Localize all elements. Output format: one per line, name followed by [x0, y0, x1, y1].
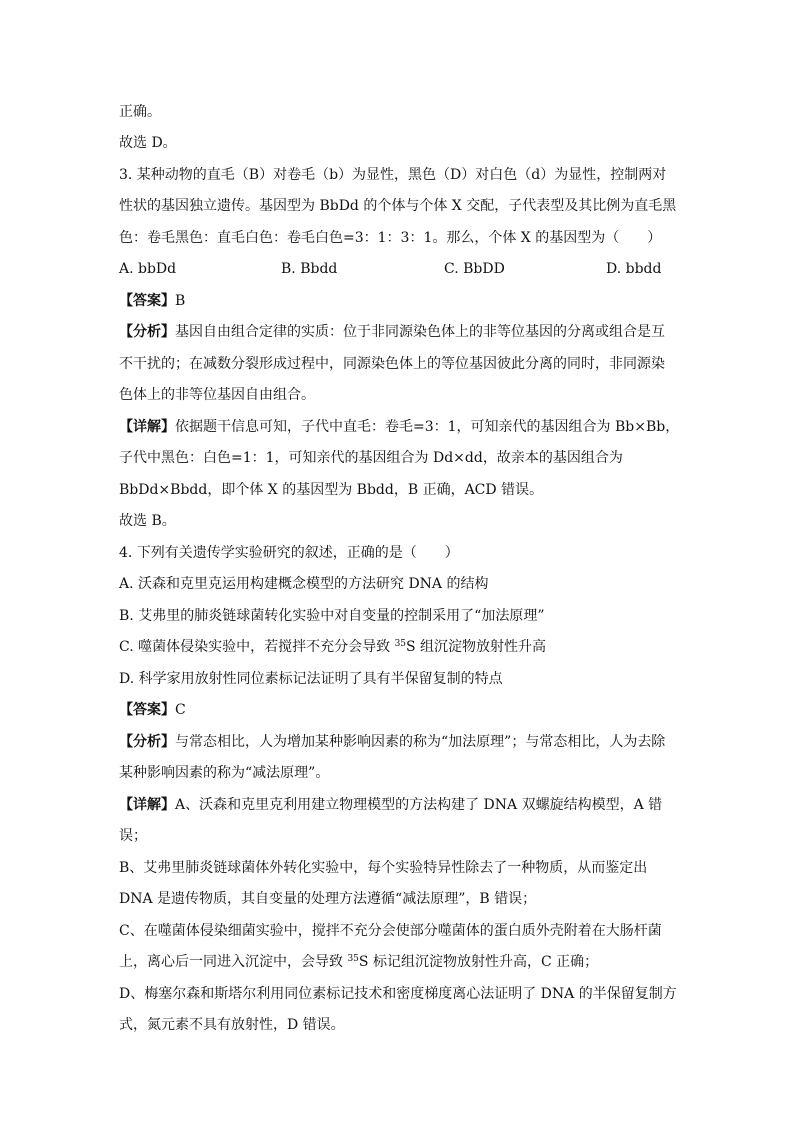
explanation-text: 误； — [119, 828, 147, 844]
explanation-text: 依据题干信息可知，子代中直毛：卷毛=3：1，可知亲代的基因组合为 Bb×Bb， — [175, 419, 680, 435]
explanation-text: 式，氮元素不具有放射性，D 错误。 — [119, 1017, 345, 1033]
explanation-text: BbDd×Bbdd，即个体 X 的基因型为 Bbdd，B 正确，ACD 错误。 — [119, 482, 544, 498]
explanation-text: 子代中黑色：白色=1：1，可知亲代的基因组合为 Dd×dd，故亲本的基因组合为 — [119, 450, 623, 466]
answer-line — [119, 701, 186, 719]
question-3-stem: 色：卷毛黑色：直毛白色：卷毛白色=3：1：3：1。那么，个体 X 的基因型为（ ） — [119, 230, 662, 246]
text-line: 故选 B。 — [119, 513, 176, 529]
analysis-text: 色体上的非等位基因自由组合。 — [119, 387, 315, 403]
option-a: A. bbDd — [119, 261, 177, 277]
analysis-tag: 【分析】 — [119, 734, 175, 750]
answer-value: B — [175, 293, 186, 309]
explanation-line — [119, 796, 662, 814]
text-line: 正确。 — [119, 104, 161, 120]
explanation-text — [119, 953, 598, 971]
explanation-tag: 【详解】 — [119, 797, 175, 813]
option-c — [119, 638, 546, 656]
text-line: 故选 D。 — [119, 135, 177, 151]
option-b: B. 艾弗里的肺炎链球菌转化实验中对自变量的控制采用了“加法原理” — [119, 608, 545, 624]
superscript: 35 — [347, 954, 359, 964]
analysis-line — [119, 323, 665, 341]
question-3-stem: 3. 某种动物的直毛（B）对卷毛（b）为显性，黑色（D）对白色（d）为显性，控制两对 — [119, 167, 667, 183]
analysis-line — [119, 733, 665, 751]
analysis-text: 不干扰的；在减数分裂形成过程中，同源染色体上的等位基因彼此分离的同时，非同源染 — [119, 356, 665, 372]
option-d: D. bbdd — [606, 261, 662, 277]
explanation-tag: 【详解】 — [119, 419, 175, 435]
explanation-text: A、沃森和克里克利用建立物理模型的方法构建了 DNA 双螺旋结构模型，A 错 — [175, 797, 663, 813]
superscript: 35 — [394, 639, 407, 649]
option-c: C. BbDD — [444, 261, 505, 277]
answer-value: C — [175, 702, 186, 718]
analysis-tag: 【分析】 — [119, 324, 175, 340]
explanation-text: D、梅塞尔森和斯塔尔利用同位素标记技术和密度梯度离心法证明了 DNA 的半保留复制方 — [119, 986, 677, 1002]
analysis-text: 与常态相比，人为增加某种影响因素的称为“加法原理”；与常态相比，人为去除 — [175, 734, 666, 750]
explanation-text: DNA 是遗传物质，其自变量的处理方法遵循“减法原理”，B 错误； — [119, 891, 537, 907]
option-a: A. 沃森和克里克运用构建概念模型的方法研究 DNA 的结构 — [119, 576, 489, 592]
explanation-line — [119, 418, 679, 436]
explanation-text: C、在噬菌体侵染细菌实验中，搅拌不充分会使部分噬菌体的蛋白质外壳附着在大肠杆菌 — [119, 923, 662, 939]
option-c-text: S 组沉淀物放射性升高 — [406, 639, 547, 655]
question-3-stem: 性状的基因独立遗传。基因型为 BbDd 的个体与个体 X 交配，子代表型及其比例为直毛黑 — [119, 198, 677, 214]
explanation-text: B、艾弗里肺炎链球菌体外转化实验中，每个实验特异性除去了一种物质，从而鉴定出 — [119, 860, 648, 876]
option-d: D. 科学家用放射性同位素标记法证明了具有半保留复制的特点 — [119, 671, 503, 687]
analysis-text: 某种影响因素的称为“减法原理”。 — [119, 765, 330, 781]
analysis-text: 基因自由组合定律的实质：位于非同源染色体上的非等位基因的分离或组合是互 — [175, 324, 665, 340]
explanation-text-part: S 标记组沉淀物放射性升高，C 正确； — [358, 954, 599, 970]
option-c-text: C. 噬菌体侵染实验中，若搅拌不充分会导致 — [119, 639, 395, 655]
question-4-stem: 4. 下列有关遗传学实验研究的叙述，正确的是（ ） — [119, 545, 459, 561]
answer-tag: 【答案】 — [119, 293, 175, 309]
explanation-text-part: 上，离心后一同进入沉淀中，会导致 — [119, 954, 348, 970]
answer-line — [119, 292, 185, 310]
option-b: B. Bbdd — [281, 261, 338, 277]
answer-tag: 【答案】 — [119, 702, 175, 718]
